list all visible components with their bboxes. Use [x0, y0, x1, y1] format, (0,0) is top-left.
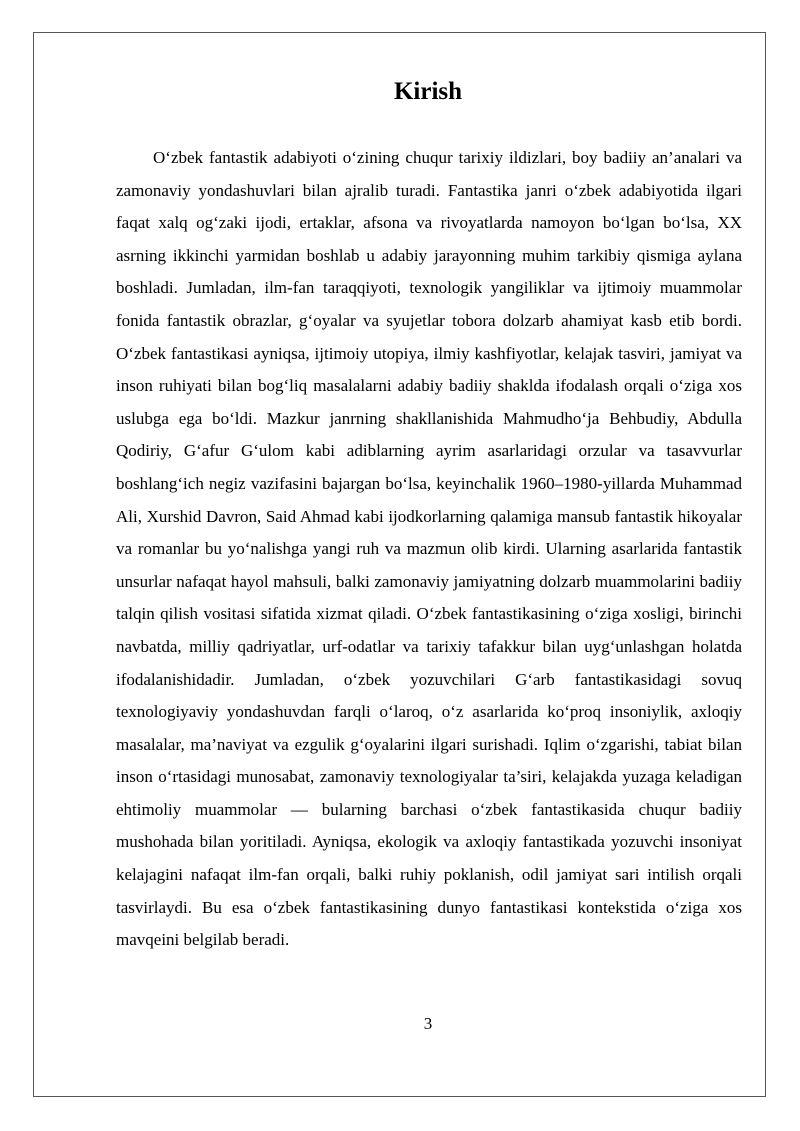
page-title: Kirish — [393, 78, 463, 105]
body-paragraph: O‘zbek fantastik adabiyoti o‘zining chuqur tarixiy ildizlari, boy badiiy an’analari va zamonaviy yondashuvlari bilan ajralib turadi. Fantastika janri o‘zbek adabiyotida ilgari faqat xalq og‘zaki ijodi, ertaklar, afsona va rivoyatlarda namoyon bo‘lgan bo‘lsa, XX asrning ikkinchi yarmidan boshlab u adabiy jarayonning muhim tarkibiy qismiga aylana boshladi. Jumladan, ilm-fan taraqqiyoti, texnologik yangiliklar va ijtimoiy muammolar fonida fantastik obrazlar, g‘oyalar va syujetlar tobora dolzarb ahamiyat kasb etib bordi. O‘zbek fantastikasi ayniqsa, ijtimoiy utopiya, ilmiy kashfiyotlar, kelajak tasviri, jamiyat va inson ruhiyati bilan bog‘liq masalalarni adabiy badiiy shaklda ifodalash orqali o‘ziga xos uslubga ega bo‘ldi. Mazkur janrning shakllanishida Mahmudho‘ja Behbudiy, Abdulla Qodiriy, G‘afur G‘ulom kabi adiblarning ayrim asarlaridagi orzular va tasavvurlar boshlang‘ich negiz vazifasini bajargan bo‘lsa, keyinchalik 1960–1980-yillarda Muhammad Ali, Xurshid Davron, Said Ahmad kabi ijodkorlarning qalamiga mansub fantastik hikoyalar va romanlar bu yo‘nalishga yangi ruh va mazmun olib kirdi. Ularning asarlarida fantastik unsurlar nafaqat hayol mahsuli, balki zamonaviy jamiyatning dolzarb muammolarini badiiy talqin qilish vositasi sifatida xizmat qiladi. O‘zbek fantastikasining o‘ziga xosligi, birinchi navbatda, milliy qadriyatlar, urf-odatlar va tarixiy tafakkur bilan uyg‘unlashgan holatda ifodalanishidadir. Jumladan, o‘zbek yozuvchilari G‘arb fantastikasidagi sovuq texnologiyaviy yondashuvdan farqli o‘laroq, o‘z asarlarida ko‘proq insoniylik, axloqiy masalalar, ma’naviyat va ezgulik g‘oyalarini ilgari surishadi. Iqlim o‘zgarishi, tabiat bilan inson o‘rtasidagi munosabat, zamonaviy texnologiyalar ta’siri, kelajakda yuzaga keladigan ehtimoliy muammolar — bularning barchasi o‘zbek fantastikasida chuqur badiiy mushohada bilan yoritiladi. Ayniqsa, ekologik va axloqiy fantastikada yozuvchi insoniyat kelajagini nafaqat ilm-fan orqali, balki ruhiy poklanish, odil jamiyat sari intilish orqali tasvirlaydi. Bu esa o‘zbek fantastikasining dunyo fantastikasi kontekstida o‘ziga xos mavqeini belgilab beradi. — [116, 148, 742, 950]
page-number: 3 — [423, 1014, 433, 1033]
